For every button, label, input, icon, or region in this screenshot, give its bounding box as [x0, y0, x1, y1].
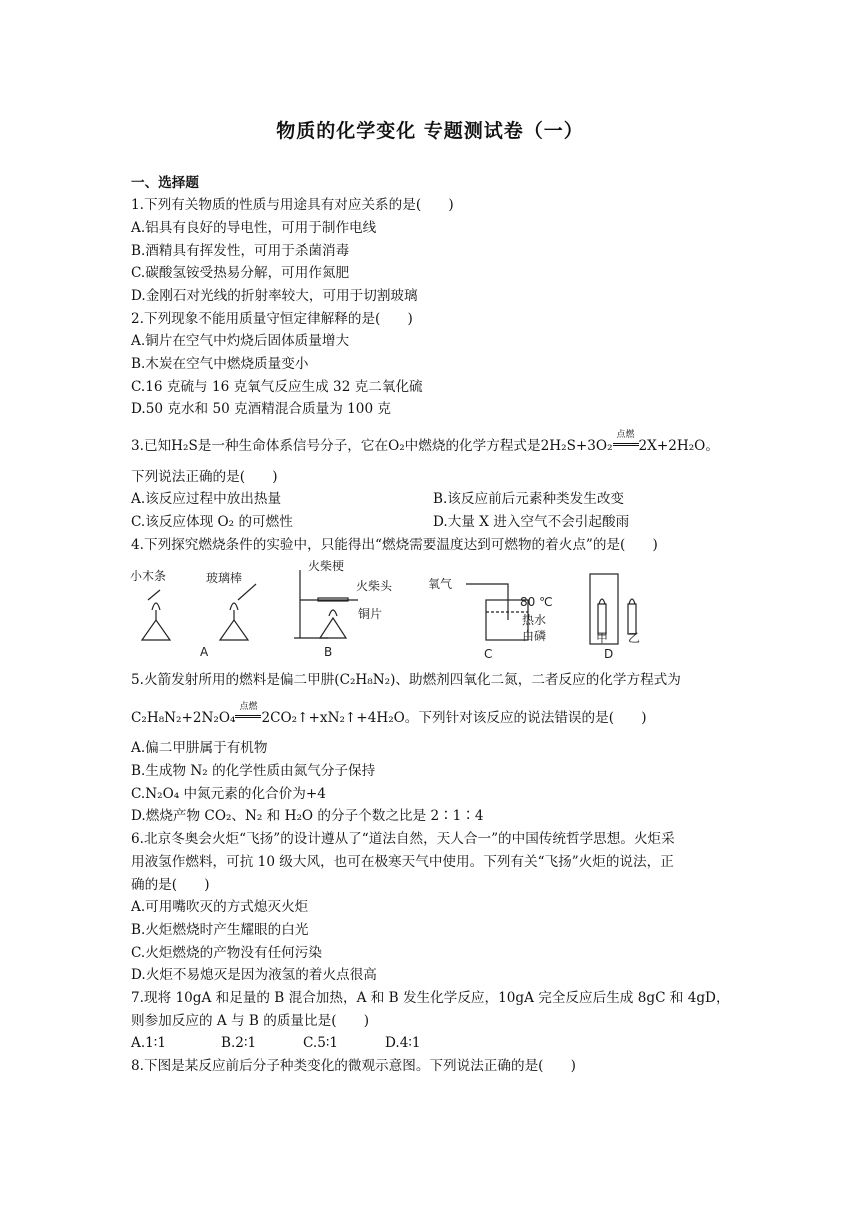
fig-b-label-1: 火柴梗: [308, 560, 345, 573]
q3-stem-2: 下列说法正确的是( ): [131, 469, 278, 485]
fig-b-label-3: 铜片: [358, 607, 383, 621]
fig-d-letter: D: [604, 647, 614, 661]
fig-c-label-2: 80 ℃: [520, 595, 553, 609]
q2-option-a: A.铜片在空气中灼烧后固体质量增大: [131, 333, 350, 349]
q5-option-a: A.偏二甲肼属于有机物: [131, 740, 268, 756]
q4-stem: 4.下列探究燃烧条件的实验中，只能得出“燃烧需要温度达到可燃物的着火点”的是( ): [131, 537, 658, 553]
q6-option-b: B.火炬燃烧时产生耀眼的白光: [131, 922, 309, 938]
fig-b-letter: B: [324, 645, 333, 659]
q6-option-d: D.火炬不易熄灭是因为液氢的着火点很高: [131, 967, 377, 983]
reaction-condition: 点燃: [235, 707, 261, 727]
q3-option-c: C.该反应体现 O₂ 的可燃性: [131, 514, 293, 530]
q7-option-a: A.1∶1: [131, 1035, 166, 1051]
q1-option-c: C.碳酸氢铵受热易分解，可用作氮肥: [131, 265, 350, 281]
q1-option-d: D.金刚石对光线的折射率较大，可用于切割玻璃: [131, 288, 418, 304]
q3-stem-pre: 3.已知H₂S是一种生命体系信号分子，它在O₂中燃烧的化学方程式是2H₂S+3O₂: [131, 438, 613, 454]
q6-stem-2: 用液氢作燃料，可抗 10 级大风，也可在极寒天气中使用。下列有关“飞扬”火炬的说法，正: [131, 854, 674, 870]
q7-stem-1: 7.现将 10gA 和足量的 B 混合加热，A 和 B 发生化学反应，10gA 完全反应后生成 8gC 和 4gD，: [131, 990, 730, 1006]
fig-d-label-2: 乙: [628, 631, 641, 645]
fig-a-label-1: 小木条: [130, 569, 167, 583]
q5-equation: [131, 702, 647, 727]
q5-stem: 5.火箭发射所用的燃料是偏二甲肼(C₂H₈N₂)、助燃剂四氧化二氮，二者反应的化学方程式为: [131, 672, 681, 688]
section-heading: 一、选择题: [131, 175, 199, 191]
q3-option-b: B.该反应前后元素种类发生改变: [433, 491, 625, 507]
q8-stem: 8.下图是某反应前后分子种类变化的微观示意图。下列说法正确的是( ): [131, 1058, 576, 1074]
q3-stem: [131, 430, 719, 455]
q2-option-b: B.木炭在空气中燃烧质量变小: [131, 356, 309, 372]
fig-a-label-2: 玻璃棒: [206, 571, 243, 585]
q3-option-d: D.大量 X 进入空气不会引起酸雨: [433, 514, 630, 530]
q5-eq-post: 2CO₂↑+xN₂↑+4H₂O。下列针对该反应的说法错误的是( ): [261, 710, 647, 726]
q5-option-b: B.生成物 N₂ 的化学性质由氮气分子保持: [131, 763, 376, 779]
q6-option-a: A.可用嘴吹灭的方式熄灭火炬: [131, 899, 309, 915]
q5-eq-pre: C₂H₈N₂+2N₂O₄: [131, 710, 236, 726]
page-title: 物质的化学变化 专题测试卷（一）: [276, 120, 584, 142]
q7-option-c: C.5∶1: [303, 1035, 339, 1051]
q1-option-b: B.酒精具有挥发性，可用于杀菌消毒: [131, 243, 350, 259]
q7-stem-2: 则参加反应的 A 与 B 的质量比是( ): [131, 1013, 370, 1029]
q7-option-d: D.4∶1: [385, 1035, 421, 1051]
fig-c-label-3: 热水: [522, 613, 547, 627]
q6-stem-3: 确的是( ): [131, 877, 210, 893]
q2-option-c: C.16 克硫与 16 克氧气反应生成 32 克二氧化硫: [131, 379, 423, 395]
q3-stem-post: 2X+2H₂O。: [638, 438, 719, 454]
experiment-diagram: [128, 560, 648, 665]
q2-stem: 2.下列现象不能用质量守恒定律解释的是( ): [131, 311, 413, 327]
fig-a-letter: A: [200, 645, 209, 659]
fig-c-label-4: 白磷: [522, 629, 547, 643]
q3-option-a: A.该反应过程中放出热量: [131, 491, 282, 507]
q5-option-c: C.N₂O₄ 中氮元素的化合价为+4: [131, 786, 326, 802]
q7-option-b: B.2∶1: [221, 1035, 257, 1051]
q6-stem-1: 6.北京冬奥会火炬“飞扬”的设计遵从了“道法自然，天人合一”的中国传统哲学思想。火炬采: [131, 831, 675, 847]
fig-c-letter: C: [484, 647, 493, 661]
q2-option-d: D.50 克水和 50 克酒精混合质量为 100 克: [131, 401, 392, 417]
q5-option-d: D.燃烧产物 CO₂、N₂ 和 H₂O 的分子个数之比是 2∶1∶4: [131, 808, 484, 824]
q1-stem: 1.下列有关物质的性质与用途具有对应关系的是( ): [131, 197, 454, 213]
q6-option-c: C.火炬燃烧的产物没有任何污染: [131, 945, 322, 961]
fig-c-label-1: 氧气: [428, 577, 453, 591]
q4-experiment-figure: [128, 560, 648, 665]
fig-b-label-2: 火柴头: [356, 579, 393, 593]
q1-option-a: A.铝具有良好的导电性，可用于制作电线: [131, 220, 377, 236]
reaction-condition: 点燃: [613, 435, 639, 455]
fig-d-label-1: 甲: [596, 631, 609, 645]
